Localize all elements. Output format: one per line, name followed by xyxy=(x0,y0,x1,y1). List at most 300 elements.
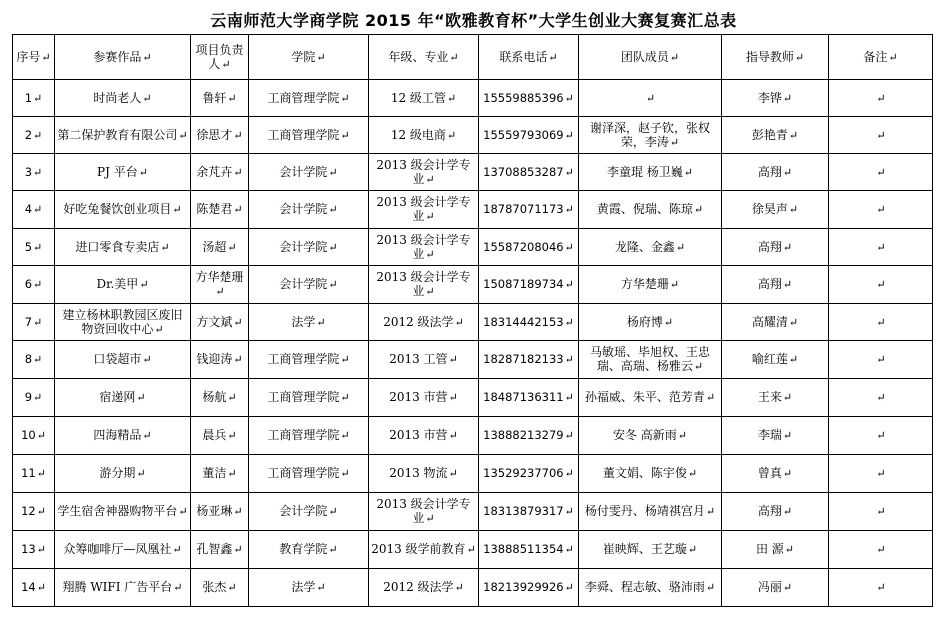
cell-grade xyxy=(369,417,479,455)
paragraph-mark-icon: ↵ xyxy=(548,50,558,64)
cell-text: 龙隆、金鑫 xyxy=(614,239,675,254)
cell-text: 时尚老人 xyxy=(93,90,142,105)
paragraph-mark-icon: ↵ xyxy=(564,278,574,291)
cell-text: 谢泽深，赵子钦，张权荣，李涛 xyxy=(589,120,710,149)
cell-teacher xyxy=(722,117,829,154)
paragraph-mark-icon: ↵ xyxy=(782,240,793,254)
paragraph-mark-icon: ↵ xyxy=(178,505,188,518)
paragraph-mark-icon: ↵ xyxy=(675,240,686,254)
paragraph-mark-icon: ↵ xyxy=(233,353,243,366)
paragraph-mark-icon: ↵ xyxy=(876,543,886,556)
paragraph-mark-icon: ↵ xyxy=(677,429,688,442)
cell-text: 高耀清 xyxy=(751,314,788,329)
paragraph-mark-icon: ↵ xyxy=(33,165,43,179)
paragraph-mark-icon: ↵ xyxy=(340,353,350,366)
paragraph-mark-icon: ↵ xyxy=(564,505,574,518)
cell-text: 1 xyxy=(24,90,33,105)
cell-text: 12 级工管 xyxy=(390,90,446,105)
cell-text: 10 xyxy=(21,428,36,442)
cell-text: 口袋超市 xyxy=(93,352,142,366)
cell-text: 6 xyxy=(24,277,33,291)
paragraph-mark-icon: ↵ xyxy=(876,128,886,142)
paragraph-mark-icon: ↵ xyxy=(683,165,694,179)
paragraph-mark-icon: ↵ xyxy=(221,57,231,71)
cell-note xyxy=(829,341,933,379)
paragraph-mark-icon: ↵ xyxy=(233,165,243,179)
cell-no xyxy=(13,266,55,304)
cell-note xyxy=(829,379,933,417)
cell-grade xyxy=(369,229,479,266)
paragraph-mark-icon: ↵ xyxy=(782,429,793,442)
cell-leader xyxy=(191,266,249,304)
cell-college xyxy=(249,80,369,117)
cell-teacher xyxy=(722,191,829,229)
table-row xyxy=(13,266,933,304)
cell-text: 张杰 xyxy=(202,580,227,594)
cell-members xyxy=(579,531,722,569)
cell-text: 学生宿舍神器购物平台 xyxy=(57,504,178,518)
paragraph-mark-icon: ↵ xyxy=(564,315,574,329)
cell-text: 工商管理学院 xyxy=(267,390,340,404)
table-row xyxy=(13,304,933,341)
cell-phone xyxy=(479,266,579,304)
cell-phone xyxy=(479,379,579,417)
cell-college xyxy=(249,266,369,304)
cell-no xyxy=(13,341,55,379)
cell-teacher xyxy=(722,304,829,341)
paragraph-mark-icon: ↵ xyxy=(328,203,338,216)
cell-college xyxy=(249,117,369,154)
cell-text: 5 xyxy=(24,239,33,254)
cell-text: 11 xyxy=(21,466,36,480)
paragraph-mark-icon: ↵ xyxy=(448,353,458,366)
cell-text: 杨付雯丹、杨靖祺宫月 xyxy=(584,504,705,518)
paragraph-mark-icon: ↵ xyxy=(316,315,326,329)
cell-phone xyxy=(479,493,579,531)
paragraph-mark-icon: ↵ xyxy=(160,240,170,254)
cell-text: 高翔 xyxy=(757,239,782,254)
cell-leader xyxy=(191,569,249,607)
paragraph-mark-icon: ↵ xyxy=(328,543,338,556)
header-label: 参赛作品 xyxy=(93,49,142,64)
paragraph-mark-icon: ↵ xyxy=(564,581,574,594)
paragraph-mark-icon: ↵ xyxy=(888,50,898,64)
cell-text: 四海精品 xyxy=(93,428,142,442)
cell-text: 18213929926 xyxy=(483,580,564,594)
header-note xyxy=(829,35,933,80)
paragraph-mark-icon: ↵ xyxy=(425,285,435,298)
cell-text: 李瑞 xyxy=(757,428,782,442)
paragraph-mark-icon: ↵ xyxy=(788,203,799,216)
table-row xyxy=(13,341,933,379)
paragraph-mark-icon: ↵ xyxy=(425,512,435,525)
cell-no xyxy=(13,379,55,417)
paragraph-mark-icon: ↵ xyxy=(142,91,152,105)
cell-leader xyxy=(191,191,249,229)
paragraph-mark-icon: ↵ xyxy=(876,391,886,404)
table-row xyxy=(13,569,933,607)
header-label: 学院 xyxy=(291,49,316,64)
cell-college xyxy=(249,341,369,379)
cell-text: 李舜、程志敏、骆沛雨 xyxy=(584,580,705,594)
cell-no xyxy=(13,493,55,531)
paragraph-mark-icon: ↵ xyxy=(788,128,799,142)
cell-text: 鲁轩 xyxy=(202,90,227,105)
paragraph-mark-icon: ↵ xyxy=(446,91,457,105)
cell-college xyxy=(249,379,369,417)
paragraph-mark-icon: ↵ xyxy=(136,467,146,480)
paragraph-mark-icon: ↵ xyxy=(876,165,886,179)
cell-text: 18287182133 xyxy=(483,352,564,366)
paragraph-mark-icon: ↵ xyxy=(687,543,698,556)
paragraph-mark-icon: ↵ xyxy=(425,172,435,186)
cell-leader xyxy=(191,80,249,117)
cell-text: 13708853287 xyxy=(483,164,564,179)
cell-members xyxy=(579,229,722,266)
table-row xyxy=(13,417,933,455)
paragraph-mark-icon: ↵ xyxy=(782,278,793,291)
paragraph-mark-icon: ↵ xyxy=(33,240,43,254)
paragraph-mark-icon: ↵ xyxy=(687,467,698,480)
cell-work xyxy=(55,417,191,455)
cell-text: 李铧 xyxy=(757,90,782,105)
cell-text: 晨兵 xyxy=(202,428,227,442)
paragraph-mark-icon: ↵ xyxy=(340,429,350,442)
cell-teacher xyxy=(722,379,829,417)
cell-no xyxy=(13,304,55,341)
cell-text: 9 xyxy=(24,390,33,404)
paragraph-mark-icon: ↵ xyxy=(564,91,574,105)
cell-no xyxy=(13,417,55,455)
cell-text: 李童琨 杨卫巍 xyxy=(606,164,683,179)
paragraph-mark-icon: ↵ xyxy=(139,278,149,291)
cell-members xyxy=(579,304,722,341)
cell-text: 余芃卉 xyxy=(196,164,233,179)
cell-text: 工商管理学院 xyxy=(267,352,340,366)
paragraph-mark-icon: ↵ xyxy=(328,165,338,179)
paragraph-mark-icon: ↵ xyxy=(154,322,164,336)
cell-text: 工商管理学院 xyxy=(267,127,340,142)
paragraph-mark-icon: ↵ xyxy=(693,203,704,216)
paragraph-mark-icon: ↵ xyxy=(227,391,237,404)
table-row xyxy=(13,154,933,191)
cell-text: 18313879317 xyxy=(483,504,564,518)
header-phone xyxy=(479,35,579,80)
paragraph-mark-icon: ↵ xyxy=(448,429,458,442)
cell-grade xyxy=(369,266,479,304)
paragraph-mark-icon: ↵ xyxy=(669,135,680,149)
cell-text: PJ 平台 xyxy=(97,164,138,179)
cell-college xyxy=(249,455,369,493)
paragraph-mark-icon: ↵ xyxy=(173,581,183,594)
cell-grade xyxy=(369,304,479,341)
cell-teacher xyxy=(722,154,829,191)
cell-text: 18487136311 xyxy=(483,390,564,404)
cell-college xyxy=(249,569,369,607)
paragraph-mark-icon: ↵ xyxy=(564,203,574,216)
header-members xyxy=(579,35,722,80)
cell-text: 王来 xyxy=(757,390,782,404)
cell-text: 董文娟、陈宇俊 xyxy=(602,466,687,480)
paragraph-mark-icon: ↵ xyxy=(669,278,680,291)
paragraph-mark-icon: ↵ xyxy=(328,505,338,518)
cell-note xyxy=(829,493,933,531)
cell-work xyxy=(55,117,191,154)
cell-text: 好吃兔餐饮创业项目 xyxy=(63,202,172,216)
cell-no xyxy=(13,191,55,229)
cell-text: 13 xyxy=(21,542,36,556)
cell-note xyxy=(829,569,933,607)
cell-text: 翔腾 WIFI 广告平台 xyxy=(62,580,173,594)
paragraph-mark-icon: ↵ xyxy=(227,581,237,594)
paragraph-mark-icon: ↵ xyxy=(705,391,716,404)
cell-text: 15559885396 xyxy=(483,90,564,105)
cell-leader xyxy=(191,341,249,379)
paragraph-mark-icon: ↵ xyxy=(36,505,46,518)
cell-work xyxy=(55,493,191,531)
cell-grade xyxy=(369,569,479,607)
paragraph-mark-icon: ↵ xyxy=(466,543,476,556)
cell-text: 田 源 xyxy=(755,542,784,556)
cell-phone xyxy=(479,569,579,607)
cell-text: 进口零食专卖店 xyxy=(75,239,160,254)
cell-teacher xyxy=(722,569,829,607)
paragraph-mark-icon: ↵ xyxy=(876,315,886,329)
cell-teacher xyxy=(722,80,829,117)
paragraph-mark-icon: ↵ xyxy=(172,203,182,216)
cell-text: 7 xyxy=(24,314,33,329)
paragraph-mark-icon: ↵ xyxy=(782,165,793,179)
header-grade xyxy=(369,35,479,80)
cell-text: 董洁 xyxy=(202,466,227,480)
cell-teacher xyxy=(722,341,829,379)
cell-leader xyxy=(191,229,249,266)
cell-teacher xyxy=(722,266,829,304)
cell-members xyxy=(579,493,722,531)
header-label: 年级、专业 xyxy=(388,49,449,64)
paragraph-mark-icon: ↵ xyxy=(227,91,237,105)
cell-members xyxy=(579,266,722,304)
paragraph-mark-icon: ↵ xyxy=(705,505,716,518)
table-row xyxy=(13,191,933,229)
cell-work xyxy=(55,229,191,266)
paragraph-mark-icon: ↵ xyxy=(142,50,152,64)
cell-text: 13888511354 xyxy=(483,542,564,556)
paragraph-mark-icon: ↵ xyxy=(782,505,793,518)
cell-text: 2013 物流 xyxy=(389,466,448,480)
cell-grade xyxy=(369,379,479,417)
paragraph-mark-icon: ↵ xyxy=(564,467,574,480)
header-label: 序号 xyxy=(16,49,41,64)
cell-phone xyxy=(479,417,579,455)
paragraph-mark-icon: ↵ xyxy=(340,391,350,404)
cell-text: 会计学院 xyxy=(279,277,328,291)
cell-text: 2013 级会计学专业 xyxy=(376,157,471,186)
paragraph-mark-icon: ↵ xyxy=(564,128,574,142)
cell-no xyxy=(13,569,55,607)
paragraph-mark-icon: ↵ xyxy=(233,203,243,216)
cell-members xyxy=(579,117,722,154)
cell-phone xyxy=(479,455,579,493)
cell-text: 2013 级学前教育 xyxy=(371,542,466,556)
cell-text: 12 xyxy=(21,504,36,518)
header-work xyxy=(55,35,191,80)
cell-leader xyxy=(191,154,249,191)
cell-college xyxy=(249,417,369,455)
cell-note xyxy=(829,154,933,191)
cell-college xyxy=(249,531,369,569)
cell-text: 冯丽 xyxy=(757,580,782,594)
cell-phone xyxy=(479,531,579,569)
paragraph-mark-icon: ↵ xyxy=(564,429,574,442)
paragraph-mark-icon: ↵ xyxy=(564,165,574,179)
cell-text: 18787071173 xyxy=(483,202,564,216)
paragraph-mark-icon: ↵ xyxy=(33,203,43,216)
paragraph-mark-icon: ↵ xyxy=(705,581,716,594)
paragraph-mark-icon: ↵ xyxy=(564,240,574,254)
cell-text: 方华楚珊 xyxy=(620,277,669,291)
paragraph-mark-icon: ↵ xyxy=(782,581,793,594)
cell-phone xyxy=(479,341,579,379)
cell-college xyxy=(249,191,369,229)
cell-text: 汤超 xyxy=(202,239,227,254)
cell-text: 15087189734 xyxy=(483,277,564,291)
cell-text: 孙福威、朱平、范芳青 xyxy=(584,390,705,404)
paragraph-mark-icon: ↵ xyxy=(449,50,459,64)
table-row xyxy=(13,379,933,417)
cell-work xyxy=(55,266,191,304)
paragraph-mark-icon: ↵ xyxy=(41,50,51,64)
cell-text: 徐昊声 xyxy=(751,202,788,216)
cell-grade xyxy=(369,455,479,493)
cell-text: 8 xyxy=(24,352,33,366)
cell-members xyxy=(579,154,722,191)
cell-leader xyxy=(191,417,249,455)
cell-text: 4 xyxy=(24,202,33,216)
page-title: 云南师范大学商学院 2015 年“欧雅教育杯”大学生创业大赛复赛汇总表 xyxy=(210,11,737,30)
cell-members xyxy=(579,341,722,379)
cell-teacher xyxy=(722,493,829,531)
paragraph-mark-icon: ↵ xyxy=(215,285,225,298)
cell-members xyxy=(579,80,722,117)
cell-text: 黄霞、倪瑞、陈琼 xyxy=(596,202,693,216)
cell-text: 曾真 xyxy=(757,466,782,480)
paragraph-mark-icon: ↵ xyxy=(36,543,46,556)
cell-phone xyxy=(479,80,579,117)
cell-text: 彭艳青 xyxy=(751,127,788,142)
cell-no xyxy=(13,154,55,191)
paragraph-mark-icon: ↵ xyxy=(794,50,805,64)
cell-work xyxy=(55,531,191,569)
paragraph-mark-icon: ↵ xyxy=(564,391,574,404)
cell-text: 2012 级法学 xyxy=(383,314,454,329)
paragraph-mark-icon: ↵ xyxy=(33,278,43,291)
cell-members xyxy=(579,417,722,455)
paragraph-mark-icon: ↵ xyxy=(33,353,43,366)
cell-no xyxy=(13,531,55,569)
header-teacher xyxy=(722,35,829,80)
cell-text: 第二保护教育有限公司 xyxy=(57,127,178,142)
cell-grade xyxy=(369,117,479,154)
cell-text: 高翔 xyxy=(757,277,782,291)
paragraph-mark-icon: ↵ xyxy=(328,240,338,254)
table-row xyxy=(13,229,933,266)
paragraph-mark-icon: ↵ xyxy=(227,240,237,254)
cell-work xyxy=(55,379,191,417)
cell-work xyxy=(55,154,191,191)
cell-grade xyxy=(369,531,479,569)
cell-note xyxy=(829,229,933,266)
header-label: 指导教师 xyxy=(745,49,794,64)
cell-note xyxy=(829,117,933,154)
paragraph-mark-icon: ↵ xyxy=(33,391,43,404)
paragraph-mark-icon: ↵ xyxy=(36,429,46,442)
paragraph-mark-icon: ↵ xyxy=(448,467,458,480)
paragraph-mark-icon: ↵ xyxy=(454,315,464,329)
cell-text: 游分期 xyxy=(99,466,136,480)
paragraph-mark-icon: ↵ xyxy=(136,391,146,404)
paragraph-mark-icon: ↵ xyxy=(36,467,46,480)
cell-text: 建立杨林职教园区废旧物资回收中心 xyxy=(62,307,183,336)
cell-college xyxy=(249,304,369,341)
cell-teacher xyxy=(722,229,829,266)
cell-note xyxy=(829,80,933,117)
cell-grade xyxy=(369,80,479,117)
cell-note xyxy=(829,191,933,229)
table-row xyxy=(13,80,933,117)
paragraph-mark-icon: ↵ xyxy=(645,91,656,105)
cell-members xyxy=(579,191,722,229)
cell-work xyxy=(55,341,191,379)
paragraph-mark-icon: ↵ xyxy=(233,315,243,329)
cell-text: 13888213279 xyxy=(483,428,564,442)
cell-text: 15559793069 xyxy=(483,127,564,142)
cell-text: 工商管理学院 xyxy=(267,90,340,105)
paragraph-mark-icon: ↵ xyxy=(876,203,886,216)
cell-work xyxy=(55,191,191,229)
cell-text: Dr.美甲 xyxy=(96,277,139,291)
cell-text: 杨府博 xyxy=(626,314,663,329)
table-row xyxy=(13,117,933,154)
paragraph-mark-icon: ↵ xyxy=(788,315,799,329)
cell-college xyxy=(249,154,369,191)
cell-no xyxy=(13,229,55,266)
cell-phone xyxy=(479,304,579,341)
cell-text: 14 xyxy=(21,580,36,594)
cell-text: 法学 xyxy=(291,580,316,594)
paragraph-mark-icon: ↵ xyxy=(876,467,886,480)
cell-text: 3 xyxy=(24,164,33,179)
cell-text: 2013 级会计学专业 xyxy=(376,195,471,223)
header-no xyxy=(13,35,55,80)
cell-text: 会计学院 xyxy=(279,504,328,518)
cell-leader xyxy=(191,531,249,569)
cell-note xyxy=(829,455,933,493)
cell-text: 15587208046 xyxy=(483,239,564,254)
header-label: 项目负责人 xyxy=(195,42,244,71)
cell-text: 安冬 高新雨 xyxy=(612,428,677,442)
paragraph-mark-icon: ↵ xyxy=(876,581,886,594)
paragraph-mark-icon: ↵ xyxy=(328,278,338,291)
paragraph-mark-icon: ↵ xyxy=(142,353,152,366)
paragraph-mark-icon: ↵ xyxy=(782,467,793,480)
cell-text: 孔智鑫 xyxy=(196,542,233,556)
cell-text: 13529237706 xyxy=(483,466,564,480)
table-body xyxy=(13,80,933,607)
paragraph-mark-icon: ↵ xyxy=(233,543,243,556)
paragraph-mark-icon: ↵ xyxy=(233,128,243,142)
cell-leader xyxy=(191,304,249,341)
